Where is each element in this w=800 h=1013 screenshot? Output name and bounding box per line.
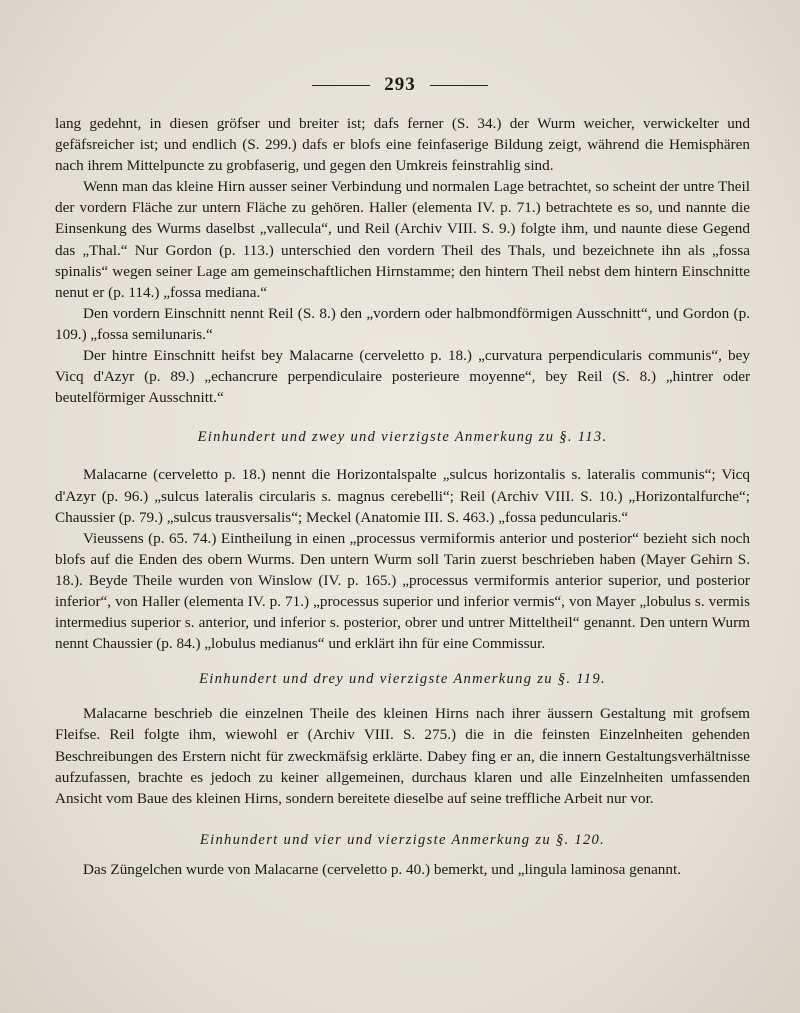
body-text [55,113,750,880]
header-rule-right [430,85,488,86]
paragraph-continuation: lang gedehnt, in diesen gröfser und breiter ist; dafs ferner (S. 34.) der Wurm weicher, verwickelter und gefäfsreicher ist; und endlich (S. 299.) dafs er blofs eine feinfaserige Bildung zeigt, während die Hemisphären nach ihrem Mittelpuncte zu grobfaserig, und gegen den Umkreis feinstrahlig sind. [55,115,750,175]
section-heading-142: Einhundert und zwey und vierzigste Anmerkung zu §. 113. [197,429,608,446]
section-heading-144: Einhundert und vier und vierzigste Anmerkung zu §. 120. [199,831,606,848]
page-header [0,74,800,96]
page-number: 293 [384,74,416,95]
paragraph-horizontalspalte: Malacarne (cerveletto p. 18.) nennt die Horizontalspalte „sulcus horizontalis s. lateralis communis“; Vicq d'Azyr (p. 96.) „sulcus lateralis circularis s. magnus cerebelli“; Reil (Archiv VIII. S. 10.) „Horizontalfurche“; Chaussier (p. 79.) „sulcus trausversalis“; Meckel (Anatomie III. S. 463.) „fossa peduncularis.“ [55,466,750,526]
header-rule-left [312,85,370,86]
paragraph-malacarne: Malacarne beschrieb die einzelnen Theile des kleinen Hirns nach ihrer äussern Gestaltung mit grofsem Fleifse. Reil folgte ihm, wiewohl er (Archiv VIII. S. 275.) die in die feinsten Einzelnheiten gehenden Beschreibungen des Erstern nicht für zweckmäfsig erklärte. Dabey fing er an, die innern Gestaltungsverhältnisse aufzufassen, brachte es jedoch zu keiner allgemeinen, durchaus klaren und alle Einzelnheiten umfassenden Ansicht vom Baue des kleinen Hirns, sondern bereitete dieselbe auf seine treffliche Arbeit nur vor. [55,705,750,807]
paragraph-kleine-hirn: Wenn man das kleine Hirn ausser seiner Verbindung und normalen Lage betrachtet, so scheint der untre Theil der vordern Fläche zur untern Fläche zu gehören. Haller (elementa IV. p. 71.) betrachtete es so, und nannte die Einsenkung des Wurms daselbst „vallecula“, und Reil (Archiv VIII. S. 9.) folgte ihm, und naunte diese Gegend das „Thal.“ Nur Gordon (p. 113.) unterschied den vordern Theil des Thals, und bezeichnete ihn als „fossa spinalis“ wegen seiner Lage am gemeinschaftlichen Hirnstamme; den hintern Theil nebst dem hintern Einschnitte nenut er (p. 114.) „fossa mediana.“ [55,178,750,301]
section-heading-143: Einhundert und drey und vierzigste Anmerkung zu §. 119. [199,671,606,688]
paragraph-hintre-einschnitt: Der hintre Einschnitt heifst bey Malacarne (cerveletto p. 18.) „curvatura perpendicularis communis“, bey Vicq d'Azyr (p. 89.) „echancrure perpendiculaire posterieure moyenne“, bey Reil (S. 8.) „hintrer oder beutelförmiger Ausschnitt.“ [55,347,750,407]
paragraph-vieussens: Vieussens (p. 65. 74.) Eintheilung in einen „processus vermiformis anterior und posterior“ bezieht sich noch blofs auf die Enden des obern Wurms. Den untern Wurm soll Tarin zuerst beschrieben haben (Mayer Gehirn S. 18.). Beyde Theile wurden von Winslow (IV. p. 165.) „processus vermiformis anterior superior, und posterior inferior“, von Haller (elementa IV. p. 71.) „processus superior und inferior vermis“, von Mayer „lobulus s. vermis intermedius superior s. anterior, und inferior s. posterior, obrer und untrer Mitteltheil“ genannt. Den untern Wurm nennt Chaussier (p. 84.) „lobulus medianus“ und erklärt ihn für eine Commissur. [55,529,750,653]
paragraph-vordern-einschnitt: Den vordern Einschnitt nennt Reil (S. 8.) den „vordern oder halbmondförmigen Ausschnitt“, und Gordon (p. 109.) „fossa semilunaris.“ [55,304,750,343]
paragraph-zuengelchen: Das Züngelchen wurde von Malacarne (cerveletto p. 40.) bemerkt, und „lingula laminosa genannt. [83,860,682,878]
